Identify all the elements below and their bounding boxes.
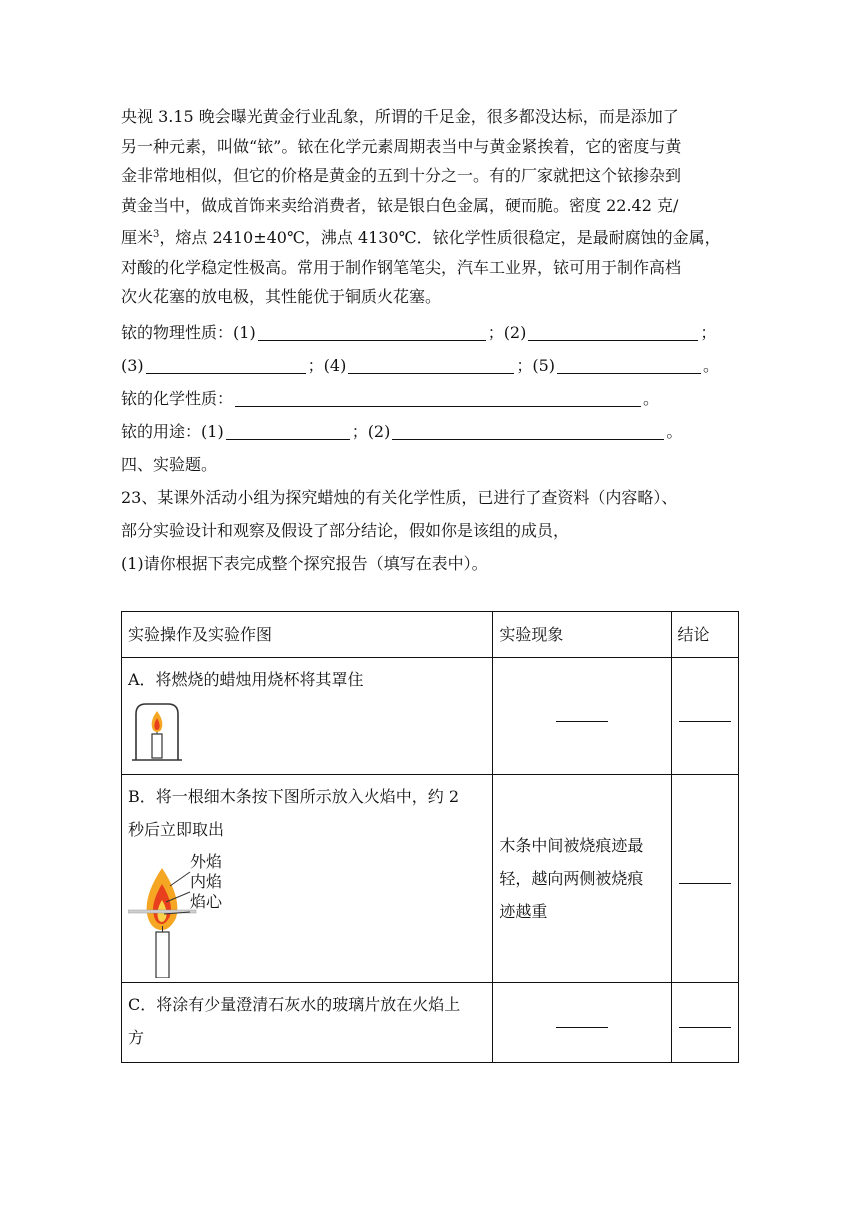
intro-line: 金非常地相似，但它的价格是黄金的五到十分之一。有的厂家就把这个铱掺杂到 [121, 166, 682, 185]
blank-number: ；(4) [307, 355, 347, 375]
blank-number: ；(5) [516, 355, 556, 375]
row-b-text-2: 秒后立即取出 [128, 820, 225, 839]
physical-blank-5[interactable] [557, 356, 701, 374]
uses-blank-1[interactable] [226, 422, 350, 440]
header-conclusion: 结论 [671, 612, 738, 658]
row-a-operation [122, 658, 493, 775]
intro-line: 央视 3.15 晚会曝光黄金行业乱象，所谓的千足金，很多都没达标，而是添加了 [121, 107, 679, 126]
table-row-a [122, 658, 739, 775]
row-b-phenomenon-line: 轻，越向两侧被烧痕 [499, 869, 644, 888]
punctuation: ； [700, 322, 717, 342]
row-b-operation [122, 775, 493, 983]
flame-label-inner: 内焰 [190, 872, 223, 891]
physical-blank-1[interactable] [258, 323, 486, 341]
row-b-conclusion-cell [671, 775, 738, 983]
question-23-line-3: (1)请你根据下表完成整个探究报告（填写在表中）。 [121, 553, 488, 573]
physical-label: 铱的物理性质： [121, 322, 234, 342]
chemical-properties-line [121, 382, 741, 415]
intro-line: 次火花塞的放电极，其性能优于铜质火花塞。 [121, 287, 442, 306]
physical-properties-line-2 [121, 349, 741, 382]
row-a-conclusion-blank[interactable] [679, 705, 731, 722]
wood-stick-in-flame-figure [128, 848, 248, 978]
table-row-b [122, 775, 739, 983]
intro-line-part: ，熔点 2410±40℃，沸点 4130℃．铱化学性质很稳定，是最耐腐蚀的金属， [159, 228, 721, 247]
question-23-line-2: 部分实验设计和观察及假设了部分结论，假如你是该组的成员， [121, 520, 570, 540]
experiment-report-table [121, 611, 739, 1063]
intro-paragraph [121, 102, 741, 312]
punctuation: 。 [666, 421, 683, 441]
chemical-blank[interactable] [235, 389, 641, 407]
row-a-phenomenon-cell [493, 658, 671, 775]
row-c-text-1: C．将涂有少量澄清石灰水的玻璃片放在火焰上 [128, 995, 461, 1014]
flame-label-core: 焰心 [190, 892, 223, 911]
intro-line: 另一种元素，叫做“铱”。铱在化学元素周期表当中与黄金紧挨着，它的密度与黄 [121, 136, 682, 156]
row-c-phenomenon-blank[interactable] [556, 1011, 608, 1028]
blank-number: ；(2) [487, 322, 527, 342]
physical-properties-line-1 [121, 316, 741, 349]
physical-blank-3[interactable] [146, 356, 306, 374]
question-23-line-1: 23、某课外活动小组为探究蜡烛的有关化学性质，已进行了查资料（内容略）、 [121, 487, 678, 507]
blank-number: (3) [121, 355, 144, 375]
flame-label-outer: 外焰 [190, 852, 223, 871]
table-row-c [122, 983, 739, 1063]
row-a-text: A．将燃烧的蜡烛用烧杯将其罩住 [128, 670, 364, 689]
intro-line-part: 厘米 [121, 228, 154, 247]
header-operation: 实验操作及实验作图 [122, 612, 493, 658]
row-c-phenomenon-cell [493, 983, 671, 1063]
header-phenomenon: 实验现象 [493, 612, 671, 658]
punctuation: 。 [703, 355, 720, 375]
row-b-text-1: B．将一根细木条按下图所示放入火焰中，约 2 [128, 787, 460, 806]
chemical-label: 铱的化学性质： [121, 388, 234, 408]
intro-line: 黄金当中，做成首饰来卖给消费者，铱是银白色金属，硬而脆。密度 22.42 克/ [121, 195, 679, 215]
blank-number: ；(2) [351, 421, 391, 441]
physical-blank-4[interactable] [348, 356, 514, 374]
row-c-text-2: 方 [128, 1028, 145, 1047]
row-b-phenomenon-line: 迹越重 [499, 902, 548, 921]
row-c-operation [122, 983, 493, 1063]
blank-number: (1) [233, 322, 256, 342]
row-b-phenomenon-line: 木条中间被烧痕迹最 [499, 836, 644, 855]
row-c-conclusion-blank[interactable] [679, 1011, 731, 1028]
uses-label: 铱的用途： [121, 421, 202, 441]
uses-blank-2[interactable] [392, 422, 664, 440]
superscript-three: 3 [153, 229, 160, 240]
section-heading: 四、实验题。 [121, 454, 218, 474]
row-a-conclusion-cell [671, 658, 738, 775]
row-c-conclusion-cell [671, 983, 738, 1063]
document-body [121, 102, 741, 580]
beaker-over-candle-figure [132, 698, 182, 764]
blank-number: (1) [201, 421, 224, 441]
physical-blank-2[interactable] [528, 323, 698, 341]
row-a-phenomenon-blank[interactable] [556, 705, 608, 722]
intro-line [121, 220, 741, 253]
intro-line: 对酸的化学稳定性极高。常用于制作钢笔笔尖，汽车工业界，铱可用于制作高档 [121, 257, 682, 277]
punctuation: 。 [643, 388, 660, 408]
row-b-phenomenon [493, 775, 671, 983]
row-b-conclusion-blank[interactable] [679, 867, 731, 884]
uses-line [121, 415, 741, 448]
table-header-row [122, 612, 739, 658]
